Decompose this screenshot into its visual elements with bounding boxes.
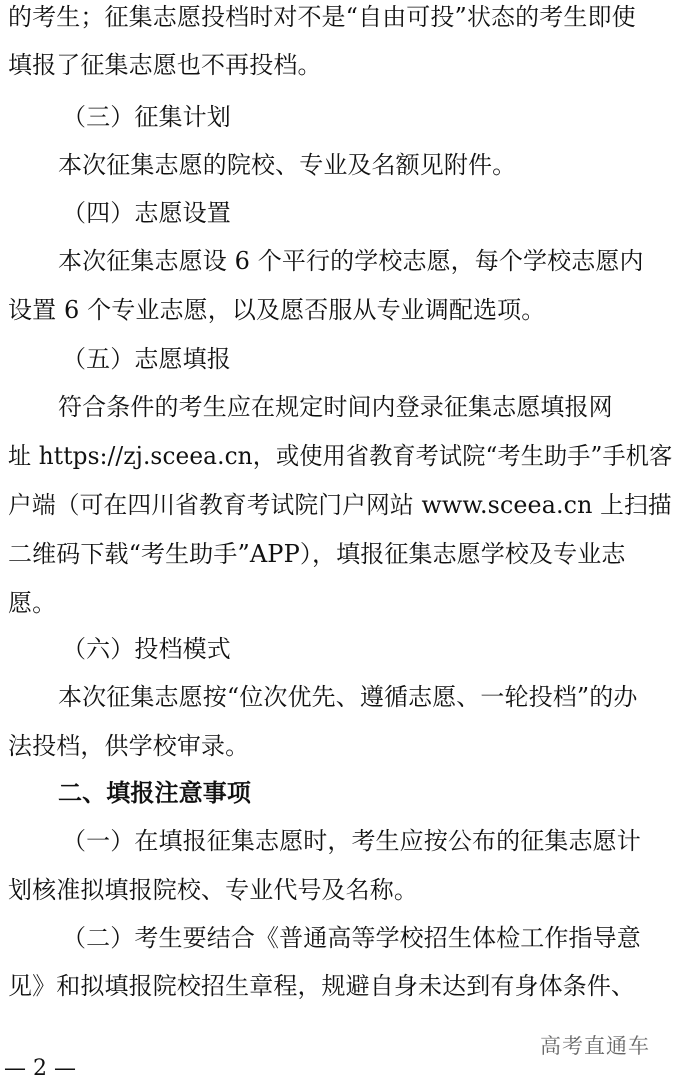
body-line: 法投档，供学校审录。 — [8, 732, 250, 760]
section-heading: （五）志愿填报 — [62, 345, 231, 373]
body-line: 户端（可在四川省教育考试院门户网站 www.sceea.cn 上扫描 — [8, 491, 672, 519]
body-line: （二）考生要结合《普通高等学校招生体检工作指导意 — [62, 924, 641, 952]
body-line: 二维码下载“考生助手”APP），填报征集志愿学校及专业志 — [8, 540, 626, 568]
section-heading: （六）投档模式 — [62, 635, 231, 663]
section-heading: （四）志愿设置 — [62, 199, 231, 227]
watermark: 高考直通车 — [540, 1034, 650, 1058]
body-line: 符合条件的考生应在规定时间内登录征集志愿填报网 — [58, 393, 613, 421]
section-heading: （三）征集计划 — [62, 103, 231, 131]
body-line: 见》和拟填报院校招生章程，规避自身未达到有身体条件、 — [8, 972, 636, 1000]
body-line: （一）在填报征集志愿时，考生应按公布的征集志愿计 — [62, 827, 641, 855]
body-line: 填报了征集志愿也不再投档。 — [8, 51, 322, 79]
body-line: 址 https://zj.sceea.cn，或使用省教育考试院“考生助手”手机客 — [8, 442, 673, 470]
page-number: — 2 — — [4, 1056, 76, 1081]
body-line: 划核准拟填报院校、专业代号及名称。 — [8, 876, 419, 904]
body-line: 设置 6 个专业志愿，以及愿否服从专业调配选项。 — [8, 296, 546, 324]
body-line: 愿。 — [8, 589, 57, 617]
body-line: 本次征集志愿的院校、专业及名额见附件。 — [58, 151, 517, 179]
chapter-heading: 二、填报注意事项 — [58, 779, 251, 807]
body-line: 本次征集志愿按“位次优先、遵循志愿、一轮投档”的办 — [58, 683, 638, 711]
body-line: 本次征集志愿设 6 个平行的学校志愿，每个学校志愿内 — [58, 247, 644, 275]
body-line: 的考生；征集志愿投档时对不是“自由可投”状态的考生即使 — [8, 3, 636, 31]
